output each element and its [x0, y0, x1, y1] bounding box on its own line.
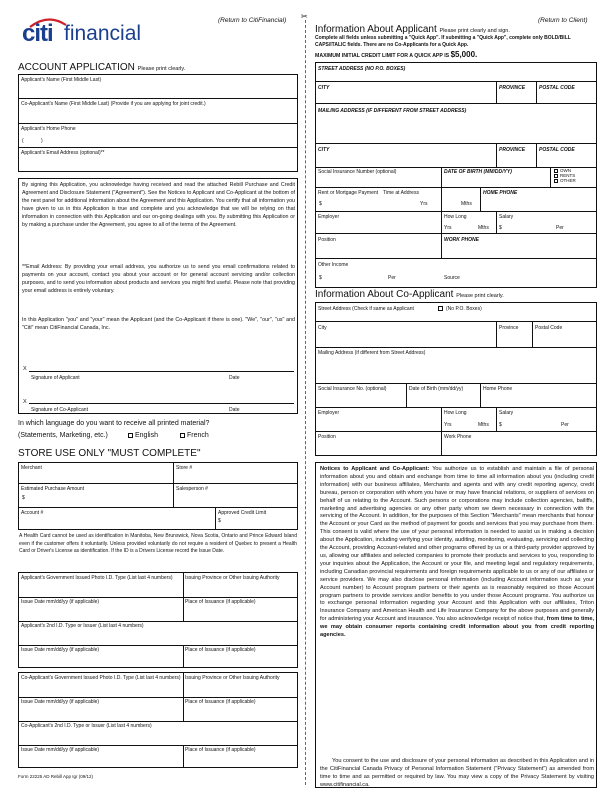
return-to-citifinancial: (Return to CitiFinancial) — [218, 17, 287, 24]
co-position-label: Position — [318, 434, 336, 440]
info-applicant-title: Information About Applicant Please print clearly and sign. — [315, 24, 510, 35]
co-salary-per: Per — [561, 422, 569, 428]
est-purchase-label: Estimated Purchase Amount — [21, 486, 85, 492]
time-mths: Mths — [461, 201, 472, 207]
french-checkbox[interactable] — [180, 433, 185, 438]
language-question: In which language do you want to receive all printed material? — [18, 420, 210, 427]
phone-paren-open: ( — [22, 138, 24, 144]
how-long-label: How Long — [444, 214, 467, 220]
co-how-long-label: How Long — [444, 410, 467, 416]
own-label: OWN — [560, 168, 571, 173]
est-purchase-dollar: $ — [22, 495, 25, 501]
notices-text: Notices to Applicant and Co-Applicant: You authorize us to establish and maintain a file of personal information about you and obtain and exchange from time to time all information about you (including credit information) with our business affiliates, Merchants and agents and with any credit reporting agency, credit bureau, person or corporation with whom you have or may have financial relations, or suppliers of services on behalf of us relating to the Account. Such persons or corporations may include collection agencies, bailiffs, marketing and advertising agencies or any other party whom we deem necessary in connection with the servicing of the Account. In addition, for the purposes of this Section "Merchants" mean merchants that honour the Account or your Card as the method of payment for goods and services that you may purchase from them. This consent is valid where the use of your personal information is needed to assist us in making a decision about the Application, including verifying your identity, auditing, monitoring, evaluating, servicing and collecting the Account, providing Account-related and other programs offered by us or a third-party provider approved by us, allowing our affiliates and selected companies to promote their products and services to you, responding to your inquiries about the Application, the Account or your file, and meeting legal and regulatory requirements, including Canadian provincial requirements and foreign requirements applicable to us or any of our affiliates or service providers. We may also disclose personal information (including Account information such as your Account number) to Account program partners or their agents as is reasonably required so those Account program partners to provide services and/or benefits to you under those Account programs. You authorize us to exchange personal information regarding your Account and this Application with our affiliates, Triton Insurance Company and American Health and Life Insurance Company for the above purposes and generally for administering your Account and insurance. You also acknowledge receipt of notice that, from time to time, we may obtain consumer reports containing credit information about you from credit reporting agencies. — [320, 466, 594, 639]
email-field[interactable] — [23, 161, 293, 167]
co-no-po-label: (No P.O. Boxes) — [446, 306, 482, 312]
salary-label: Salary — [499, 214, 514, 220]
issue-date-label-4: Issue Date mm/dd/yy (if applicable) — [21, 747, 100, 753]
notices-text-2: You consent to the use and disclosure of your personal information as described in this Application and in the CitiFinancial Canada Privacy of Personal Information Statement ("Privacy Statement") as amended from time to time and as permitted or required by law. You may view a copy of the Privacy Statement by visiting www.citifinancial.ca. — [320, 758, 594, 788]
scissors-icon: ✂ — [301, 12, 308, 21]
employer-label: Employer — [318, 214, 340, 220]
other-checkbox[interactable] — [554, 179, 558, 183]
issuing-province-label-2: Issuing Province or Other Issuing Authority — [185, 675, 280, 681]
english-checkbox[interactable] — [128, 433, 133, 438]
french-label: French — [187, 432, 209, 439]
co-how-long-yrs: Yrs — [444, 422, 452, 428]
salary-per: Per — [556, 225, 564, 231]
coapplicant-id-block — [18, 672, 298, 768]
postal-code-label-2: POSTAL CODE — [539, 147, 575, 153]
phone-paren-close: ) — [41, 138, 43, 144]
rent-mortgage-label: Rent or Mortgage Payment — [318, 190, 379, 196]
form-number: Form 22225 AD Rebill App Igr (09/12) — [18, 774, 94, 779]
co-street-label: Street Address (Check if same as Applicant — [318, 306, 414, 312]
co-home-phone-label: Home Phone — [483, 386, 513, 392]
mailing-address-label: MAILING ADDRESS (IF DIFFERENT FROM STREET ADDRESS) — [318, 108, 467, 114]
applicant-block — [18, 74, 298, 172]
approved-limit-label: Approved Credit Limit — [218, 510, 267, 516]
agreement-text: By signing this Application, you acknowledge having received and read the attached Rebill Purchase and Credit Agreement and Disclosure Statement ("Agreement"). See the Notices to Applicant and Co-Applicant at the bottom of the next panel for additional information about the Agreement and this Application. You certify that all information you have given to us in this Application is true and complete and you acknowledge that we will be relying on that information in connection with this Application and our on-going dealings with you. By submitting this Application or by making a purchase under the Agreement, you agree to all of the terms of the Agreement. — [22, 182, 295, 228]
place-issuance-label-3: Place of Issuance (if applicable) — [185, 699, 256, 705]
definitions-text: In this Application "you" and "your" mean the Applicant (and the Co-Applicant if there is one). "We", "our", "us" and "Citi" mean CitiFinancial Canada, Inc. — [22, 317, 295, 331]
place-issuance-label-4: Place of Issuance (if applicable) — [185, 747, 256, 753]
email-label: Applicant's Email Address (optional)** — [21, 150, 105, 156]
dob-label: DATE OF BIRTH (MM/DD/YY) — [444, 169, 512, 175]
co-work-phone-label: Work Phone — [444, 434, 472, 440]
applicant-name-label: Applicant's Name (First Middle Last) — [21, 77, 102, 83]
issuing-province-label-1: Issuing Province or Other Issuing Authority — [185, 575, 280, 581]
info-coapplicant-title: Information About Co-Applicant Please print clearly. — [315, 289, 504, 300]
coapplicant-info-block — [315, 302, 597, 456]
account-number-label: Account # — [21, 510, 44, 516]
other-income-per: Per — [388, 275, 396, 281]
province-label: PROVINCE — [499, 85, 526, 91]
store-number-label: Store # — [176, 465, 193, 471]
privacy-link[interactable]: www.citifinancial.ca. — [320, 781, 370, 788]
agreement-block — [18, 178, 298, 414]
applicant-name-field[interactable] — [23, 88, 293, 94]
sin-label: Social Insurance Number (optional) — [318, 169, 397, 175]
issue-date-label-1: Issue Date mm/dd/yy (if applicable) — [21, 599, 100, 605]
co-employer-label: Employer — [318, 410, 340, 416]
salesperson-label: Salesperson # — [176, 486, 208, 492]
city-label: CITY — [318, 85, 330, 91]
gov-photo-id-app-label: Applicant's Government Issued Photo I.D. Type (List last 4 numbers) — [21, 575, 173, 581]
work-phone-label: WORK PHONE — [444, 237, 479, 243]
other-label: OTHER — [560, 178, 576, 183]
logo-financial: financial — [64, 22, 142, 45]
store-use-title: STORE USE ONLY "MUST COMPLETE" — [18, 448, 201, 459]
signature-coapplicant-label: Signature of Co-Applicant — [31, 407, 88, 413]
logo-citi: citi — [22, 20, 53, 47]
english-label: English — [135, 432, 158, 439]
rents-checkbox[interactable] — [554, 174, 558, 178]
x-mark-1: X — [23, 366, 27, 372]
co-salary-label: Salary — [499, 410, 514, 416]
place-issuance-label-1: Place of Issuance (if applicable) — [185, 599, 256, 605]
issue-date-label-2: Issue Date mm/dd/yy (if applicable) — [21, 647, 100, 653]
co-dob-label: Date of Birth (mm/dd/yy) — [409, 386, 464, 392]
id-instructions: A Health Card cannot be used as identification in Manitoba, New Brunswick, Nova Scotia, Ontario and Prince Edward Island even if the customer offers it voluntarily. Unless provided voluntarily do not require a resident of Quebec to present a Health Card or Driver's License as identification. If the ID is a Drivers License record the Issue Date. — [19, 533, 297, 555]
notices-block — [315, 462, 597, 788]
source-label: Source — [444, 275, 460, 281]
co-postal-label: Postal Code — [535, 325, 563, 331]
co-how-long-mths: Mths — [478, 422, 489, 428]
coapplicant-name-label: Co-Applicant's Name (First Middle Last) (Provide if you are applying for joint credit.) — [21, 101, 206, 107]
account-application-title: ACCOUNT APPLICATION Please print clearly. — [18, 62, 186, 73]
time-yrs: Yrs — [420, 201, 428, 207]
same-as-applicant-checkbox[interactable] — [438, 306, 443, 311]
time-at-address-label: Time at Address — [383, 190, 419, 196]
coapplicant-name-field[interactable] — [23, 112, 293, 118]
applicant-info-block — [315, 62, 597, 288]
language-question-2: (Statements, Marketing, etc.) — [18, 432, 108, 439]
co-salary-dollar: $ — [499, 422, 502, 428]
rent-dollar: $ — [319, 201, 322, 207]
store-block — [18, 462, 298, 530]
other-income-label: Other Income — [318, 262, 349, 268]
signature-applicant-label: Signature of Applicant — [31, 375, 80, 381]
email-consent-text: **Email Address: By providing your email address, you authorize us to send you email confirmations related to payments on your account, contact you about your account or for general account servicing and/or collection purposes, and to send you information about products and services you might find useful. Please note that providing your email address is entirely voluntary. — [22, 264, 295, 294]
home-phone-label: Applicant's Home Phone — [21, 126, 76, 132]
quick-app-note: Complete all fields unless submitting a "Quick App". If submitting a "Quick App", complete only BOLD/BILL CAPS/ITALIC fields. There are no Co-Applicants for a Quick App. — [315, 35, 571, 48]
salary-dollar: $ — [499, 225, 502, 231]
how-long-mths: Mths — [478, 225, 489, 231]
rents-label: RENTS — [560, 173, 576, 178]
co-province-label: Province — [499, 325, 519, 331]
merchant-label: Merchant — [21, 465, 42, 471]
issue-date-label-3: Issue Date mm/dd/yy (if applicable) — [21, 699, 100, 705]
co-mailing-label: Mailing Address (if different from Street Address) — [318, 350, 426, 356]
how-long-yrs: Yrs — [444, 225, 452, 231]
own-checkbox[interactable] — [554, 169, 558, 173]
approved-limit-dollar: $ — [218, 518, 221, 524]
postal-code-label: POSTAL CODE — [539, 85, 575, 91]
province-label-2: PROVINCE — [499, 147, 526, 153]
position-label: Position — [318, 237, 336, 243]
applicant-id-block — [18, 572, 298, 668]
tear-line — [305, 20, 306, 785]
street-address-label: STREET ADDRESS (NO P.O. BOXES) — [318, 66, 406, 72]
return-to-client: (Return to Client) — [538, 17, 588, 24]
other-income-dollar: $ — [319, 275, 322, 281]
co-sin-label: Social Insurance No. (optional) — [318, 386, 387, 392]
second-id-app-label: Applicant's 2nd I.D. Type or Issuer (List last 4 numbers) — [21, 623, 144, 629]
max-limit-line: MAXIMUM INITIAL CREDIT LIMIT FOR A QUICK APP IS $5,000. — [315, 50, 478, 59]
home-phone-field[interactable] — [47, 136, 147, 142]
city-label-2: CITY — [318, 147, 330, 153]
place-issuance-label-2: Place of Issuance (if applicable) — [185, 647, 256, 653]
co-city-label: City — [318, 325, 327, 331]
citi-financial-logo — [22, 18, 162, 48]
home-phone-label-2: HOME PHONE — [483, 190, 518, 196]
gov-photo-id-co-label: Co-Applicant's Government Issued Photo I.D. Type (List last 4 numbers) — [21, 675, 181, 681]
x-mark-2: X — [23, 399, 27, 405]
second-id-co-label: Co-Applicant's 2nd I.D. Type or Issuer (List last 4 numbers) — [21, 723, 152, 729]
date-label-1: Date — [229, 375, 240, 381]
date-label-2: Date — [229, 407, 240, 413]
